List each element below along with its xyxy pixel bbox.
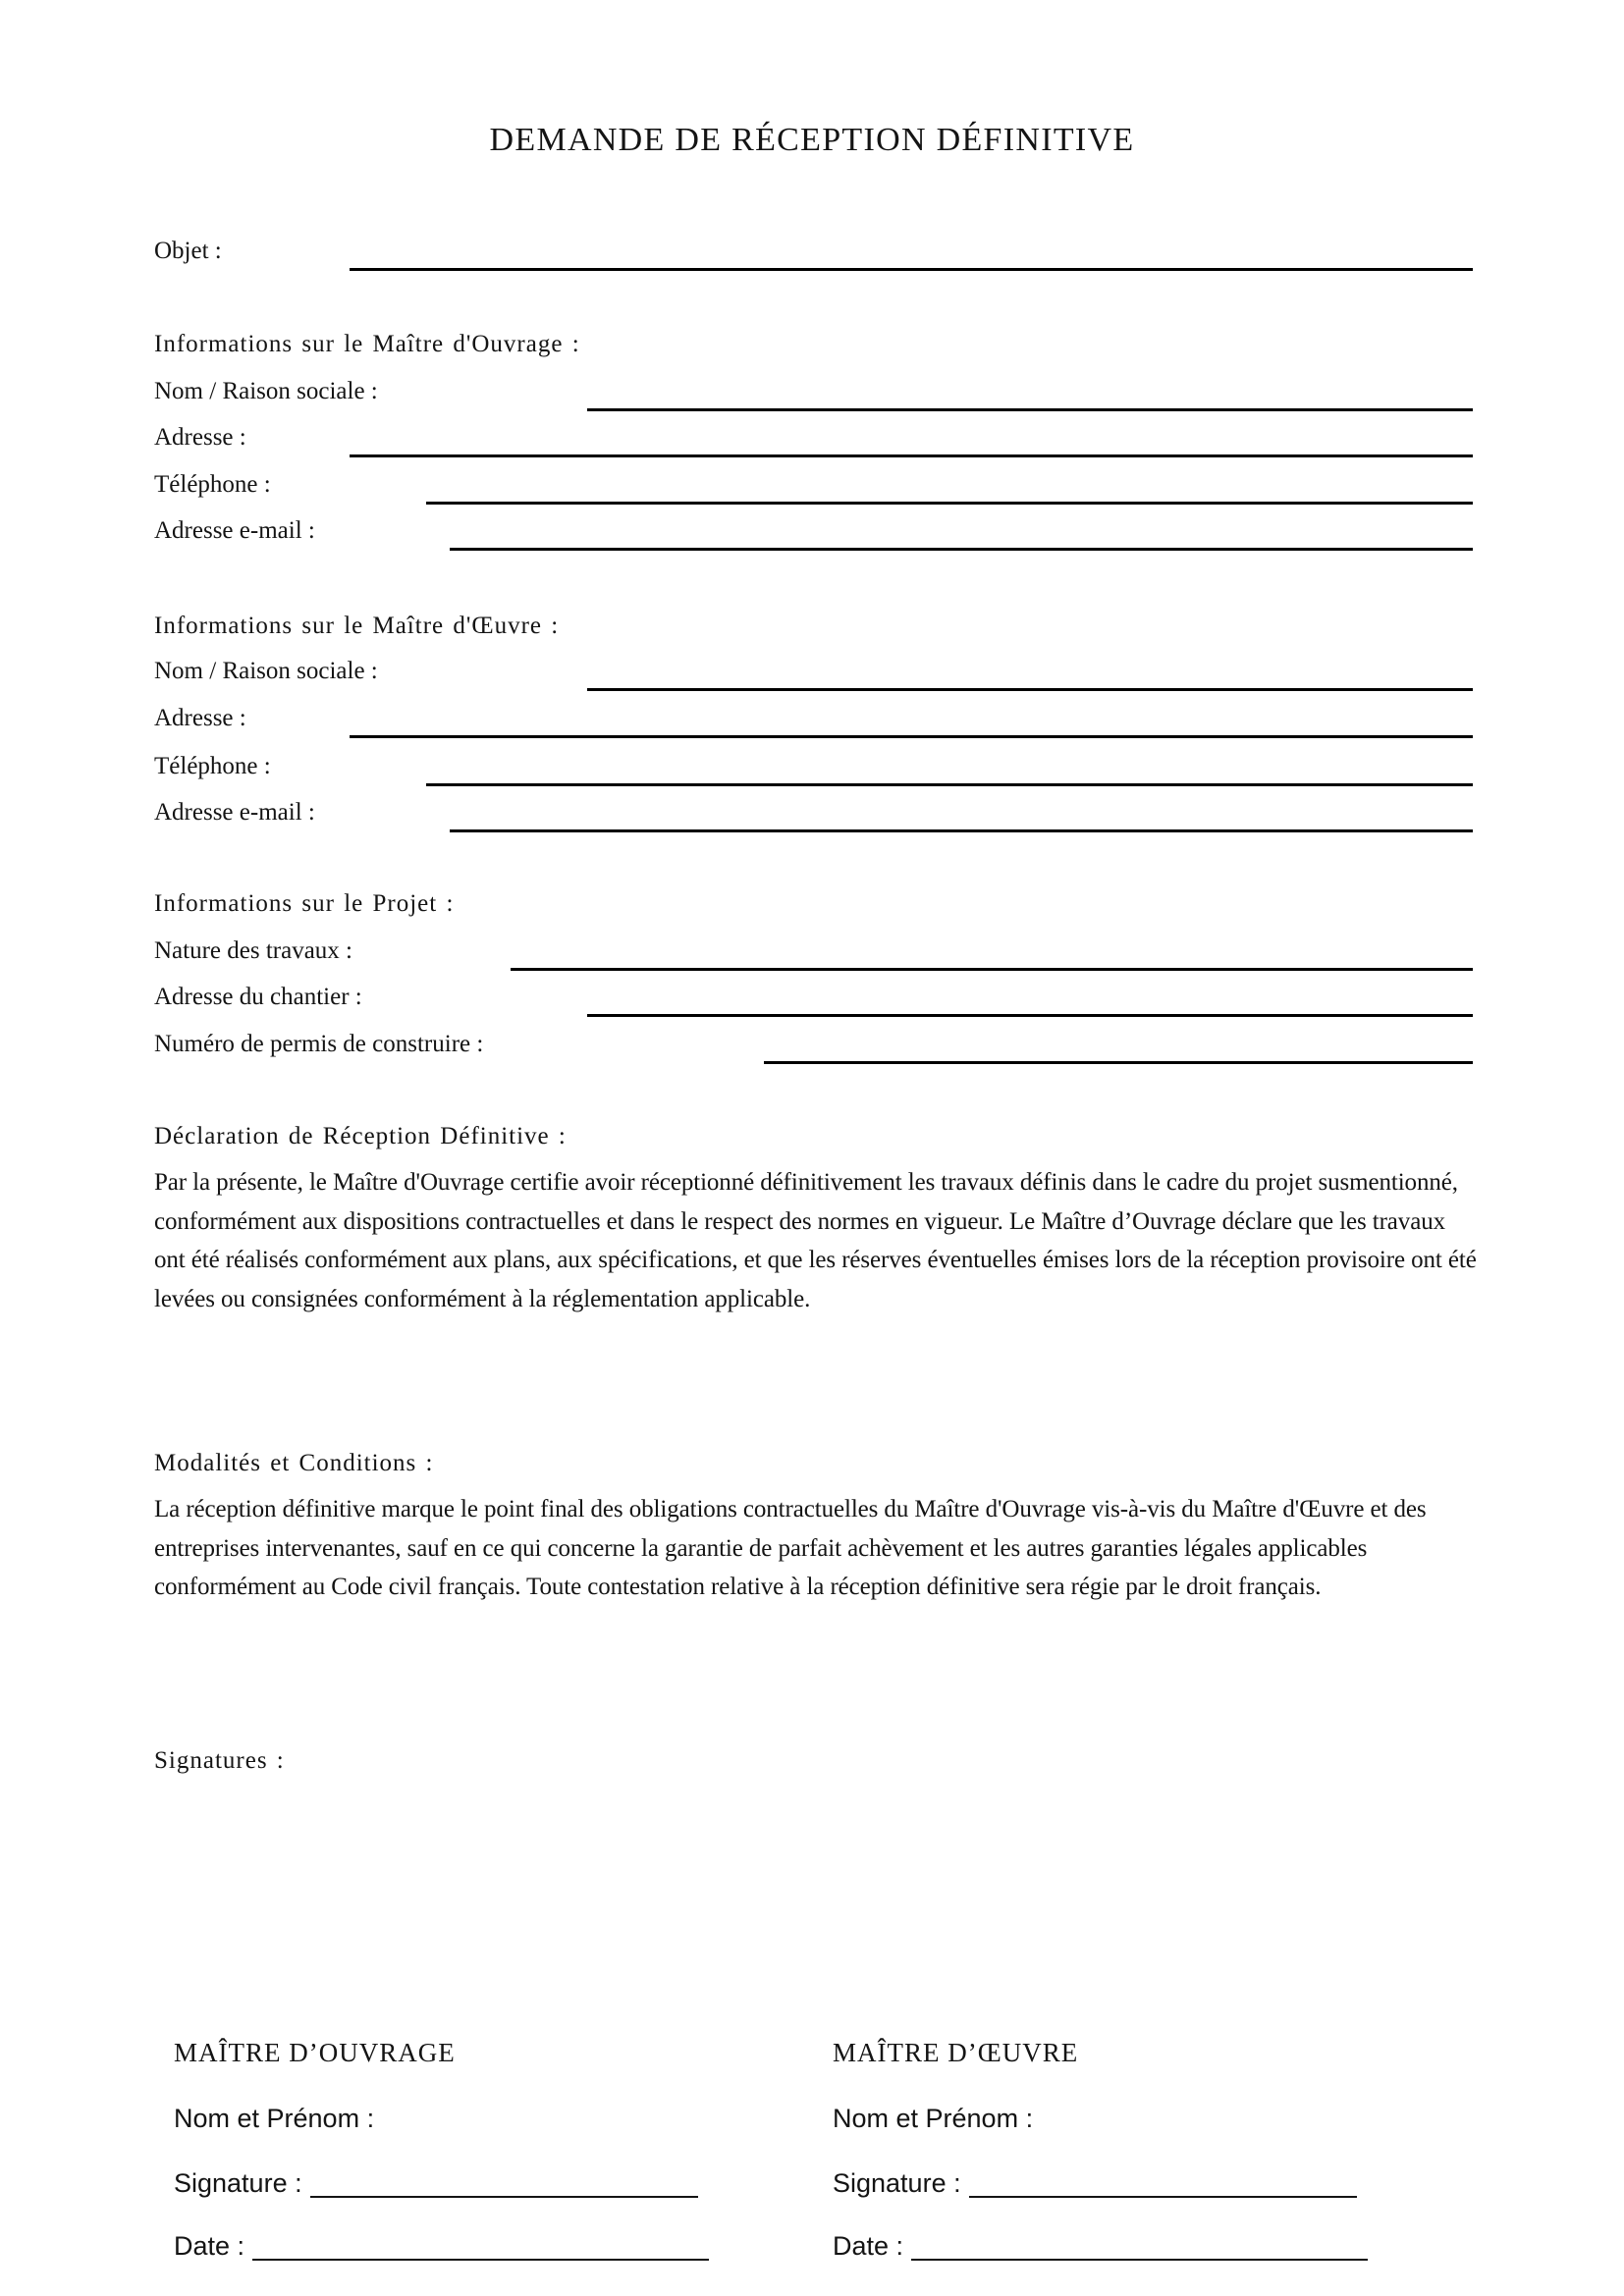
oe-name-label: Nom et Prénom :: [833, 2104, 1034, 2133]
maitre-oeuvre-heading: Informations sur le Maître d'Œuvre :: [154, 613, 560, 639]
projet-permis-label: Numéro de permis de construire :: [154, 1031, 484, 1057]
oe-nom-input-line[interactable]: [587, 688, 1473, 691]
mo-name-row: [174, 2104, 374, 2133]
mo-adresse-input-line[interactable]: [350, 454, 1473, 457]
oe-adresse-label: Adresse :: [154, 705, 246, 731]
oe-nom-label: Nom / Raison sociale :: [154, 658, 378, 684]
mo-name-label: Nom et Prénom :: [174, 2104, 375, 2133]
objet-label: Objet :: [154, 238, 222, 264]
projet-chantier-label: Adresse du chantier :: [154, 984, 362, 1010]
signatures-heading: Signatures :: [154, 1747, 285, 1774]
oe-name-row: [833, 2104, 1033, 2133]
mo-nom-label: Nom / Raison sociale :: [154, 378, 378, 404]
oe-date-row: [833, 2231, 1368, 2261]
mo-date-fill-line[interactable]: [252, 2239, 709, 2261]
objet-input-line[interactable]: [350, 268, 1473, 271]
maitre-ouvrage-heading: Informations sur le Maître d'Ouvrage :: [154, 331, 580, 357]
mo-nom-input-line[interactable]: [587, 408, 1473, 411]
oe-telephone-label: Téléphone :: [154, 753, 271, 779]
mo-date-row: [174, 2231, 709, 2261]
projet-heading: Informations sur le Projet :: [154, 890, 455, 917]
modalites-paragraph: La réception définitive marque le point final des obligations contractuelles du Maître d'Ouvrage vis-à-vis du Maître d'Œuvre et des entreprises intervenantes, sauf en ce qui concerne la garantie de parfait achèvement et les autres garanties légales applicables conformément au Code civil français. Toute contestation relative à la réception définitive sera régie par le droit français.: [154, 1496, 1427, 1600]
oe-signature-row: [833, 2168, 1357, 2198]
oe-date-fill-line[interactable]: [911, 2239, 1368, 2261]
oe-adresse-input-line[interactable]: [350, 735, 1473, 738]
mo-signature-fill-line[interactable]: [310, 2176, 698, 2198]
oe-telephone-input-line[interactable]: [426, 783, 1473, 786]
oe-signature-label: Signature :: [833, 2168, 961, 2198]
declaration-heading: Déclaration de Réception Définitive :: [154, 1123, 567, 1149]
mo-email-label: Adresse e-mail :: [154, 517, 315, 544]
oe-email-input-line[interactable]: [450, 829, 1473, 832]
mo-telephone-input-line[interactable]: [426, 502, 1473, 505]
projet-nature-label: Nature des travaux :: [154, 937, 353, 964]
oe-signature-block-heading: MAÎTRE D’ŒUVRE: [833, 2038, 1079, 2067]
projet-nature-input-line[interactable]: [511, 968, 1473, 971]
projet-permis-input-line[interactable]: [764, 1061, 1473, 1064]
oe-date-label: Date :: [833, 2231, 904, 2261]
mo-date-label: Date :: [174, 2231, 245, 2261]
mo-adresse-label: Adresse :: [154, 424, 246, 451]
mo-signature-label: Signature :: [174, 2168, 302, 2198]
declaration-paragraph: Par la présente, le Maître d'Ouvrage certifie avoir réceptionné définitivement les travaux définis dans le cadre du projet susmentionné, conformément aux dispositions contractuelles et dans le respect des normes en vigueur. Le Maître d’Ouvrage déclare que les travaux ont été réalisés conformément aux plans, aux spécifications, et que les réserves éventuelles émises lors de la réception provisoire ont été levées ou consignées conformément à la réglementation applicable.: [154, 1169, 1477, 1312]
projet-chantier-input-line[interactable]: [587, 1014, 1473, 1017]
mo-email-input-line[interactable]: [450, 548, 1473, 551]
mo-signature-row: [174, 2168, 698, 2198]
oe-email-label: Adresse e-mail :: [154, 799, 315, 826]
oe-signature-fill-line[interactable]: [969, 2176, 1357, 2198]
modalites-heading: Modalités et Conditions :: [154, 1450, 434, 1476]
mo-telephone-label: Téléphone :: [154, 471, 271, 498]
document-title: DEMANDE DE RÉCEPTION DÉFINITIVE: [489, 122, 1135, 158]
mo-signature-block-heading: MAÎTRE D’OUVRAGE: [174, 2038, 456, 2067]
